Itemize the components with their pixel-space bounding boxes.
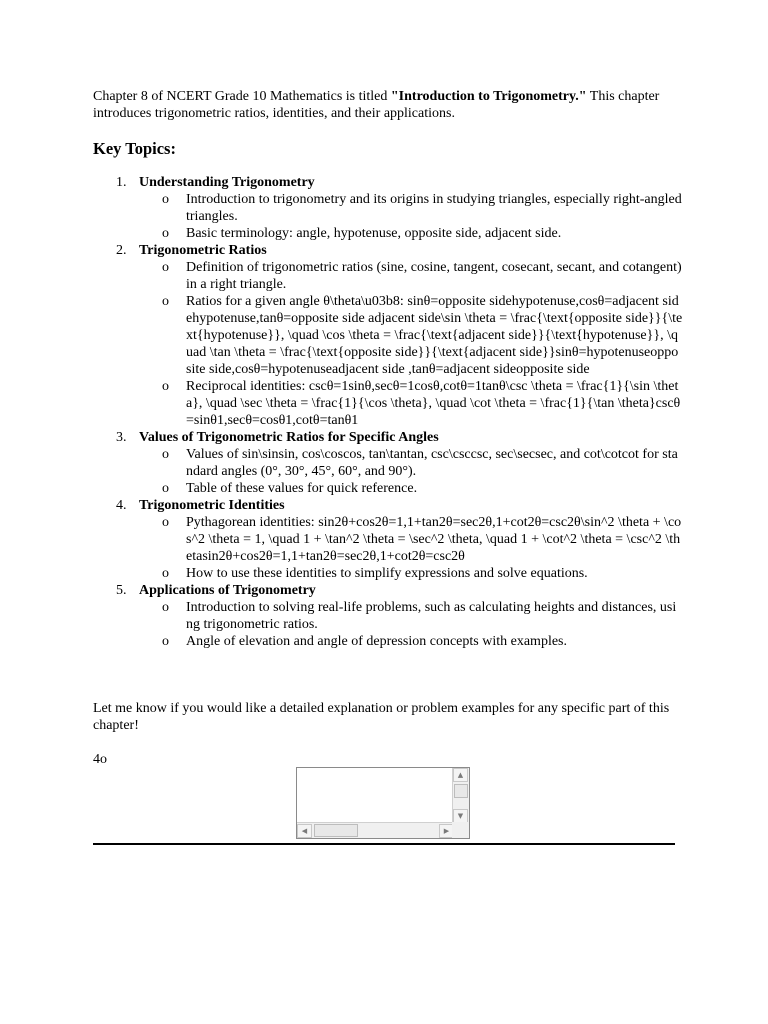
subpoint-text: Introduction to solving real-life problems, such as calculating heights and distances, using trigonometric ratios. [186, 600, 677, 632]
subpoint-item [139, 225, 683, 242]
key-topics-list [93, 174, 683, 650]
subpoint-item [139, 599, 683, 633]
topic-title: Values of Trigonometric Ratios for Specific Angles [139, 430, 439, 445]
subpoint-text: Values of sin\sinsin, cos\coscos, tan\tantan, csc\csccsc, sec\secsec, and cot\cotcot for standard angles (0°, 30°, 45°, 60°, and 90°). [186, 447, 678, 479]
subpoint-item [139, 259, 683, 293]
topic-subpoints [139, 259, 683, 429]
subpoint-text: Pythagorean identities: sin2θ+cos2θ=1,1+tan2θ=sec2θ,1+cot2θ=csc2θ\sin^2 \theta + \cos^2 \theta = 1, \quad 1 + \tan^2 \theta = \sec^2 \theta, \quad 1 + \cot^2 \theta = \csc^2 \thetasin2θ+cos2θ=1,1+tan2θ=sec2θ,1+cot2θ=csc2θ [186, 515, 682, 564]
topic-item [93, 582, 683, 650]
scrollbar-corner [452, 822, 469, 838]
bullet-marker: o [162, 192, 169, 207]
topic-item [93, 429, 683, 497]
subpoint-text: Ratios for a given angle θ\theta\u03b8: sinθ=opposite sidehypotenuse,cosθ=adjacent sidehypotenuse,tanθ=opposite side adjacent side\sin \theta = \frac{\text{opposite side}}{\text{hypotenuse}}, \quad \cos \theta = \frac{\text{adjacent side}}{\text{hypotenuse}}, \quad \tan \theta = \frac{\text{opposite side}}{\text{adjacent side}}sinθ=hypotenuseopposite side,cosθ=hypotenuseadjacent side ,tanθ=adjacent sideopposite side [186, 294, 683, 377]
subpoint-text: Introduction to trigonometry and its origins in studying triangles, especially right-angled triangles. [186, 192, 682, 224]
topic-subpoints [139, 599, 683, 650]
scroll-right-icon[interactable]: ▶ [439, 824, 454, 838]
key-topics-heading: Key Topics: [93, 139, 176, 158]
scroll-left-icon[interactable]: ◀ [297, 824, 312, 838]
topic-title: Trigonometric Identities [139, 498, 285, 513]
subpoint-text: Reciprocal identities: cscθ=1sinθ,secθ=1cosθ,cotθ=1tanθ\csc \theta = \frac{1}{\sin \theta}, \quad \sec \theta = \frac{1}{\cos \theta}, \quad \cot \theta = \frac{1}{\tan \theta}cscθ=sinθ1,secθ=cosθ1,cotθ=tanθ1 [186, 379, 681, 428]
bullet-marker: o [162, 481, 169, 496]
embedded-text-box[interactable] [296, 767, 470, 839]
model-label: 4o [93, 752, 107, 767]
horizontal-scrollbar[interactable] [297, 822, 454, 838]
subpoint-text: Basic terminology: angle, hypotenuse, opposite side, adjacent side. [186, 226, 562, 241]
intro-paragraph [93, 88, 683, 122]
topic-number: 5. [116, 583, 127, 598]
topic-number: 1. [116, 175, 127, 190]
scroll-up-icon[interactable]: ▲ [453, 768, 468, 782]
vertical-scrollbar[interactable] [452, 768, 469, 823]
bullet-marker: o [162, 226, 169, 241]
topic-subpoints [139, 446, 683, 497]
chapter-title: "Introduction to Trigonometry." [390, 89, 587, 104]
subpoint-text: Angle of elevation and angle of depression concepts with examples. [186, 634, 567, 649]
subpoint-item [139, 480, 683, 497]
topic-number: 4. [116, 498, 127, 513]
topic-title: Applications of Trigonometry [139, 583, 316, 598]
closing-paragraph: Let me know if you would like a detailed explanation or problem examples for any specific part of this chapter! [93, 701, 670, 733]
subpoint-text: Definition of trigonometric ratios (sine, cosine, tangent, cosecant, secant, and cotangent) in a right triangle. [186, 260, 682, 292]
horizontal-scroll-thumb[interactable] [314, 824, 358, 837]
bullet-marker: o [162, 600, 169, 615]
topic-number: 3. [116, 430, 127, 445]
scroll-down-icon[interactable]: ▼ [453, 809, 468, 823]
intro-text-before: Chapter 8 of NCERT Grade 10 Mathematics is titled [93, 89, 391, 104]
topic-item [93, 174, 683, 242]
bullet-marker: o [162, 294, 169, 309]
bullet-marker: o [162, 260, 169, 275]
intro-text-after: This chapter introduces trigonometric ratios, identities, and their applications. [93, 89, 660, 121]
bullet-marker: o [162, 379, 169, 394]
topic-item [93, 242, 683, 429]
subpoint-item [139, 446, 683, 480]
topic-subpoints [139, 191, 683, 242]
bullet-marker: o [162, 515, 169, 530]
subpoint-item [139, 293, 683, 378]
vertical-scroll-thumb[interactable] [454, 784, 468, 798]
subpoint-item [139, 191, 683, 225]
topic-title: Understanding Trigonometry [139, 175, 315, 190]
subpoint-item [139, 633, 683, 650]
subpoint-item [139, 565, 683, 582]
subpoint-item [139, 378, 683, 429]
subpoint-item [139, 514, 683, 565]
topic-subpoints [139, 514, 683, 582]
bullet-marker: o [162, 447, 169, 462]
topic-item [93, 497, 683, 582]
topic-number: 2. [116, 243, 127, 258]
topic-title: Trigonometric Ratios [139, 243, 267, 258]
bullet-marker: o [162, 634, 169, 649]
subpoint-text: Table of these values for quick reference. [186, 481, 418, 496]
bullet-marker: o [162, 566, 169, 581]
horizontal-rule [93, 843, 675, 845]
subpoint-text: How to use these identities to simplify expressions and solve equations. [186, 566, 588, 581]
